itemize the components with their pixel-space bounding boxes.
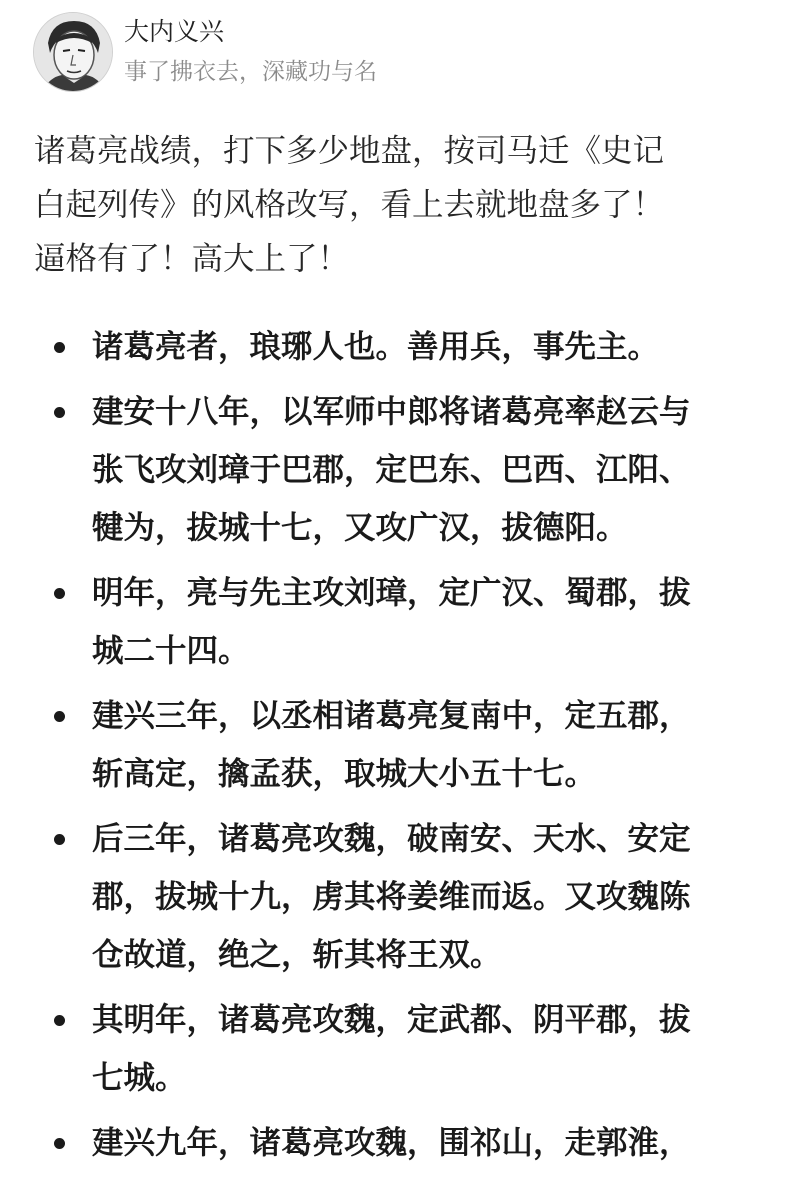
bullet-dot-icon — [54, 1015, 65, 1026]
bullet-dot-icon — [54, 588, 65, 599]
list-item-text: 斩高定，擒孟获，取城大小五十七。 — [92, 756, 597, 792]
bullet-dot-icon — [54, 407, 65, 418]
bullet-dot-icon — [54, 834, 65, 845]
intro-line: 诸葛亮战绩，打下多少地盘，按司马迁《史记 — [34, 133, 665, 169]
list-item-text: 其明年，诸葛亮攻魏，定武都、阴平郡，拔 — [92, 1002, 691, 1038]
post-header — [0, 0, 800, 100]
author-name[interactable]: 大内义兴 — [124, 17, 225, 46]
avatar[interactable] — [33, 12, 113, 92]
list-item-text: 明年，亮与先主攻刘璋，定广汉、蜀郡，拔 — [92, 575, 691, 611]
list-item — [0, 318, 800, 376]
list-item-text: 仓故道，绝之，斩其将王双。 — [92, 937, 502, 973]
user-avatar-illustration-icon — [34, 13, 112, 91]
list-item — [0, 687, 800, 803]
list-item-text: 犍为，拔城十七，又攻广汉，拔德阳。 — [92, 510, 628, 546]
list-item-text: 郡，拔城十九，虏其将姜维而返。又攻魏陈 — [92, 879, 691, 915]
list-item-text: 城二十四。 — [92, 633, 250, 669]
list-item-text: 建安十八年，以军师中郎将诸葛亮率赵云与 — [92, 394, 691, 430]
list-item — [0, 810, 800, 984]
list-item — [0, 1114, 800, 1172]
list-item-text: 诸葛亮者，琅琊人也。善用兵，事先主。 — [92, 329, 660, 365]
list-item-text: 七城。 — [92, 1060, 187, 1096]
list-item-text: 张飞攻刘璋于巴郡，定巴东、巴西、江阳、 — [92, 452, 691, 488]
list-item-text: 后三年，诸葛亮攻魏，破南安、天水、安定 — [92, 821, 691, 857]
bullet-dot-icon — [54, 711, 65, 722]
list-item-text: 建兴三年，以丞相诸葛亮复南中，定五郡， — [92, 698, 691, 734]
list-item — [0, 991, 800, 1107]
bullet-dot-icon — [54, 1138, 65, 1149]
bullet-list — [0, 318, 800, 1179]
author-bio: 事了拂衣去，深藏功与名 — [124, 59, 377, 85]
list-item — [0, 564, 800, 680]
list-item — [0, 383, 800, 557]
intro-paragraph — [34, 124, 774, 286]
bullet-dot-icon — [54, 342, 65, 353]
intro-line: 逼格有了！高大上了！ — [34, 241, 350, 277]
list-item-text: 建兴九年，诸葛亮攻魏，围祁山，走郭淮， — [92, 1125, 691, 1161]
intro-line: 白起列传》的风格改写，看上去就地盘多了！ — [34, 187, 665, 223]
